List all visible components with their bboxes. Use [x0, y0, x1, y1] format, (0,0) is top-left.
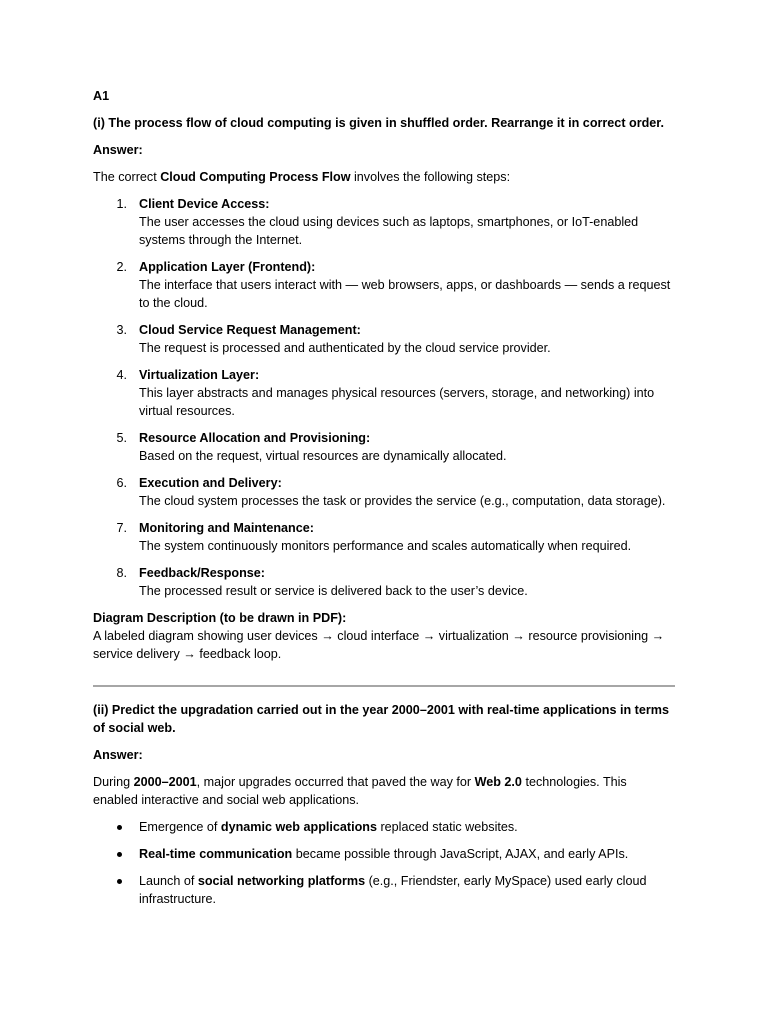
diagram-description-label: Diagram Description (to be drawn in PDF):: [93, 611, 347, 625]
step-text: The interface that users interact with — web browsers, apps, or dashboards — sends a request to the cloud.: [139, 278, 671, 310]
step-title: Virtualization Layer:: [139, 368, 260, 382]
question-2: (ii) Predict the upgradation carried out in the year 2000–2001 with real-time applications in terms of social web.: [93, 703, 669, 735]
bullet-icon: [117, 825, 122, 830]
process-step-list: [93, 195, 675, 600]
horizontal-divider: [93, 685, 675, 687]
section-heading: A1: [93, 89, 110, 103]
step-text: The cloud system processes the task or provides the service (e.g., computation, data storage).: [139, 494, 666, 508]
bullet-icon: [117, 879, 122, 884]
step-text: The request is processed and authenticated by the cloud service provider.: [139, 341, 551, 355]
process-step: 7. Monitoring and Maintenance: The system continuously monitors performance and scales automatically when required.: [93, 519, 675, 555]
step-text: The user accesses the cloud using devices such as laptops, smartphones, or IoT-enabled systems through the Internet.: [139, 215, 639, 247]
answer-intro-1: The correct Cloud Computing Process Flow involves the following steps:: [93, 170, 511, 184]
step-text: Based on the request, virtual resources are dynamically allocated.: [139, 449, 507, 463]
process-step: 5. Resource Allocation and Provisioning: Based on the request, virtual resources are dynamically allocated.: [93, 429, 675, 465]
upgrade-bullet-list: [93, 818, 675, 908]
list-item: Emergence of dynamic web applications replaced static websites.: [93, 818, 675, 836]
step-text: This layer abstracts and manages physical resources (servers, storage, and networking) into virtual resources.: [139, 386, 655, 418]
process-step: 4. Virtualization Layer: This layer abstracts and manages physical resources (servers, storage, and networking) into virtual resources.: [93, 366, 675, 420]
answer-label-2: Answer:: [93, 748, 143, 762]
question-1: (i) The process flow of cloud computing is given in shuffled order. Rearrange it in correct order.: [93, 116, 665, 130]
step-title: Execution and Delivery:: [139, 476, 282, 490]
diagram-description-text: A labeled diagram showing user devices → cloud interface → virtualization → resource provisioning → service delivery → feedback loop.: [93, 629, 665, 661]
step-text: The processed result or service is delivered back to the user’s device.: [139, 584, 528, 598]
step-title: Cloud Service Request Management:: [139, 323, 361, 337]
process-step: 1. Client Device Access: The user accesses the cloud using devices such as laptops, smartphones, or IoT-enabled systems through the Internet.: [93, 195, 675, 249]
process-step: 3. Cloud Service Request Management: The request is processed and authenticated by the cloud service provider.: [93, 321, 675, 357]
process-step: 8. Feedback/Response: The processed result or service is delivered back to the user’s device.: [93, 564, 675, 600]
answer-label-1: Answer:: [93, 143, 143, 157]
process-step: 6. Execution and Delivery: The cloud system processes the task or provides the service (e.g., computation, data storage).: [93, 474, 675, 510]
step-title: Feedback/Response:: [139, 566, 265, 580]
step-text: The system continuously monitors performance and scales automatically when required.: [139, 539, 632, 553]
step-title: Application Layer (Frontend):: [139, 260, 316, 274]
list-item: Launch of social networking platforms (e.g., Friendster, early MySpace) used early cloud infrastructure.: [93, 872, 675, 908]
document-content: [93, 87, 675, 917]
step-title: Monitoring and Maintenance:: [139, 521, 314, 535]
list-item: Real-time communication became possible through JavaScript, AJAX, and early APIs.: [93, 845, 675, 863]
step-title: Resource Allocation and Provisioning:: [139, 431, 371, 445]
answer-intro-2: During 2000–2001, major upgrades occurred that paved the way for Web 2.0 technologies. This enabled interactive and social web applications.: [93, 775, 627, 807]
bullet-icon: [117, 852, 122, 857]
step-title: Client Device Access:: [139, 197, 270, 211]
process-step: 2. Application Layer (Frontend): The interface that users interact with — web browsers, apps, or dashboards — sends a request to the cloud.: [93, 258, 675, 312]
